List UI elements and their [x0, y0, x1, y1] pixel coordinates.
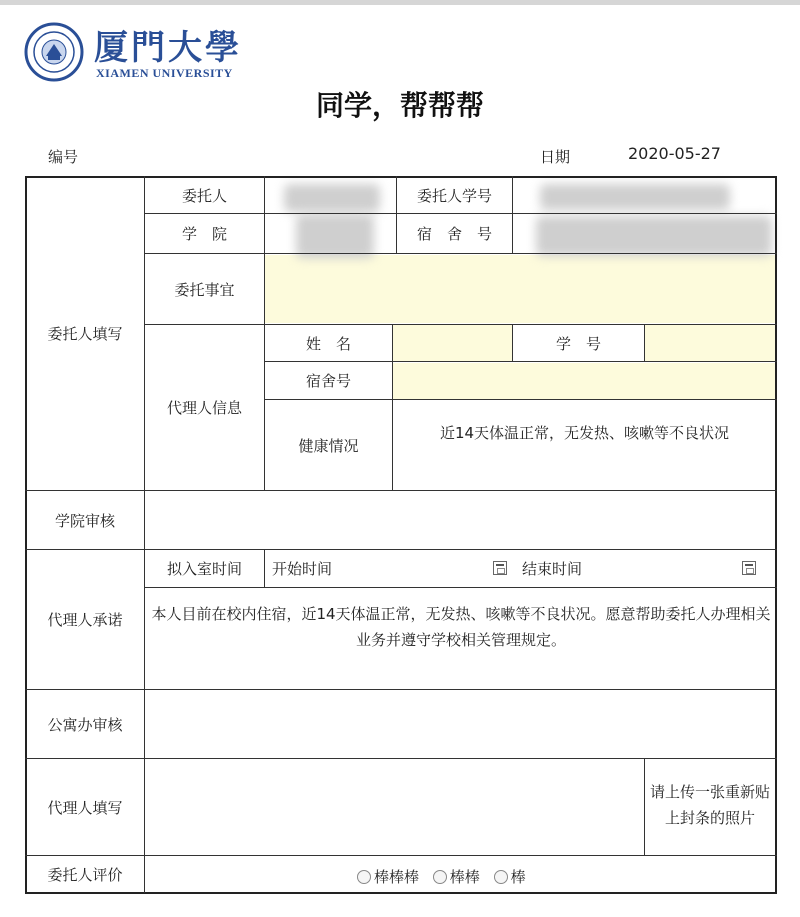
agent-health-label: 健康情况	[298, 436, 359, 455]
agent-id-label: 学 号	[555, 334, 601, 353]
date-value: 2020-05-27	[628, 144, 721, 163]
client-matter-label: 委托事宜	[174, 280, 235, 299]
radio-icon[interactable]	[494, 870, 508, 884]
rating-option-2[interactable]: 棒棒	[433, 868, 480, 886]
agent-health-value: 近14天体温正常，无发热、咳嗽等不良状况	[439, 423, 730, 442]
section-agent-fill: 代理人填写	[47, 798, 123, 817]
upload-photo-hint[interactable]: 请上传一张重新贴上封条的照片	[649, 783, 770, 827]
pledge-text: 本人目前在校内住宿，近14天体温正常，无发热、咳嗽等不良状况。愿意帮助委托人办理相关业务并遵守学校相关管理规定。	[151, 605, 771, 649]
rating-option-3[interactable]: 棒	[494, 868, 526, 886]
serial-number-label: 编号	[48, 148, 79, 166]
university-header	[24, 18, 344, 88]
start-time-label[interactable]: 开始时间	[272, 560, 333, 578]
page-title: 同学，帮帮帮	[315, 89, 484, 122]
date-label: 日期	[540, 148, 571, 166]
logo-english: XIAMEN UNIVERSITY	[96, 66, 233, 80]
university-seal-icon	[24, 22, 84, 82]
client-dorm-label: 宿 舍 号	[416, 225, 492, 243]
start-calendar-icon[interactable]	[493, 561, 507, 575]
entry-time-label: 拟入室时间	[166, 560, 242, 578]
section-apartment-review: 公寓办审核	[47, 715, 123, 734]
agent-name-label: 姓 名	[305, 334, 351, 353]
end-time-label[interactable]: 结束时间	[522, 560, 583, 578]
section-client-rating: 委托人评价	[47, 866, 123, 884]
agent-dorm-label: 宿舍号	[305, 372, 351, 390]
radio-icon[interactable]	[357, 870, 371, 884]
top-border	[0, 0, 800, 5]
client-name-label: 委托人	[181, 186, 227, 205]
section-client-fill: 委托人填写	[47, 325, 123, 343]
section-agent-pledge: 代理人承诺	[47, 611, 123, 629]
rating-options	[357, 866, 535, 887]
radio-icon[interactable]	[433, 870, 447, 884]
end-calendar-icon[interactable]	[742, 561, 756, 575]
client-id-label: 委托人学号	[416, 186, 492, 205]
section-college-review: 学院审核	[54, 511, 115, 530]
rating-option-1[interactable]: 棒棒棒	[357, 868, 419, 886]
logo-chinese: 厦門大學	[94, 28, 242, 68]
agent-info-label: 代理人信息	[166, 399, 242, 417]
client-college-label: 学 院	[181, 225, 227, 243]
